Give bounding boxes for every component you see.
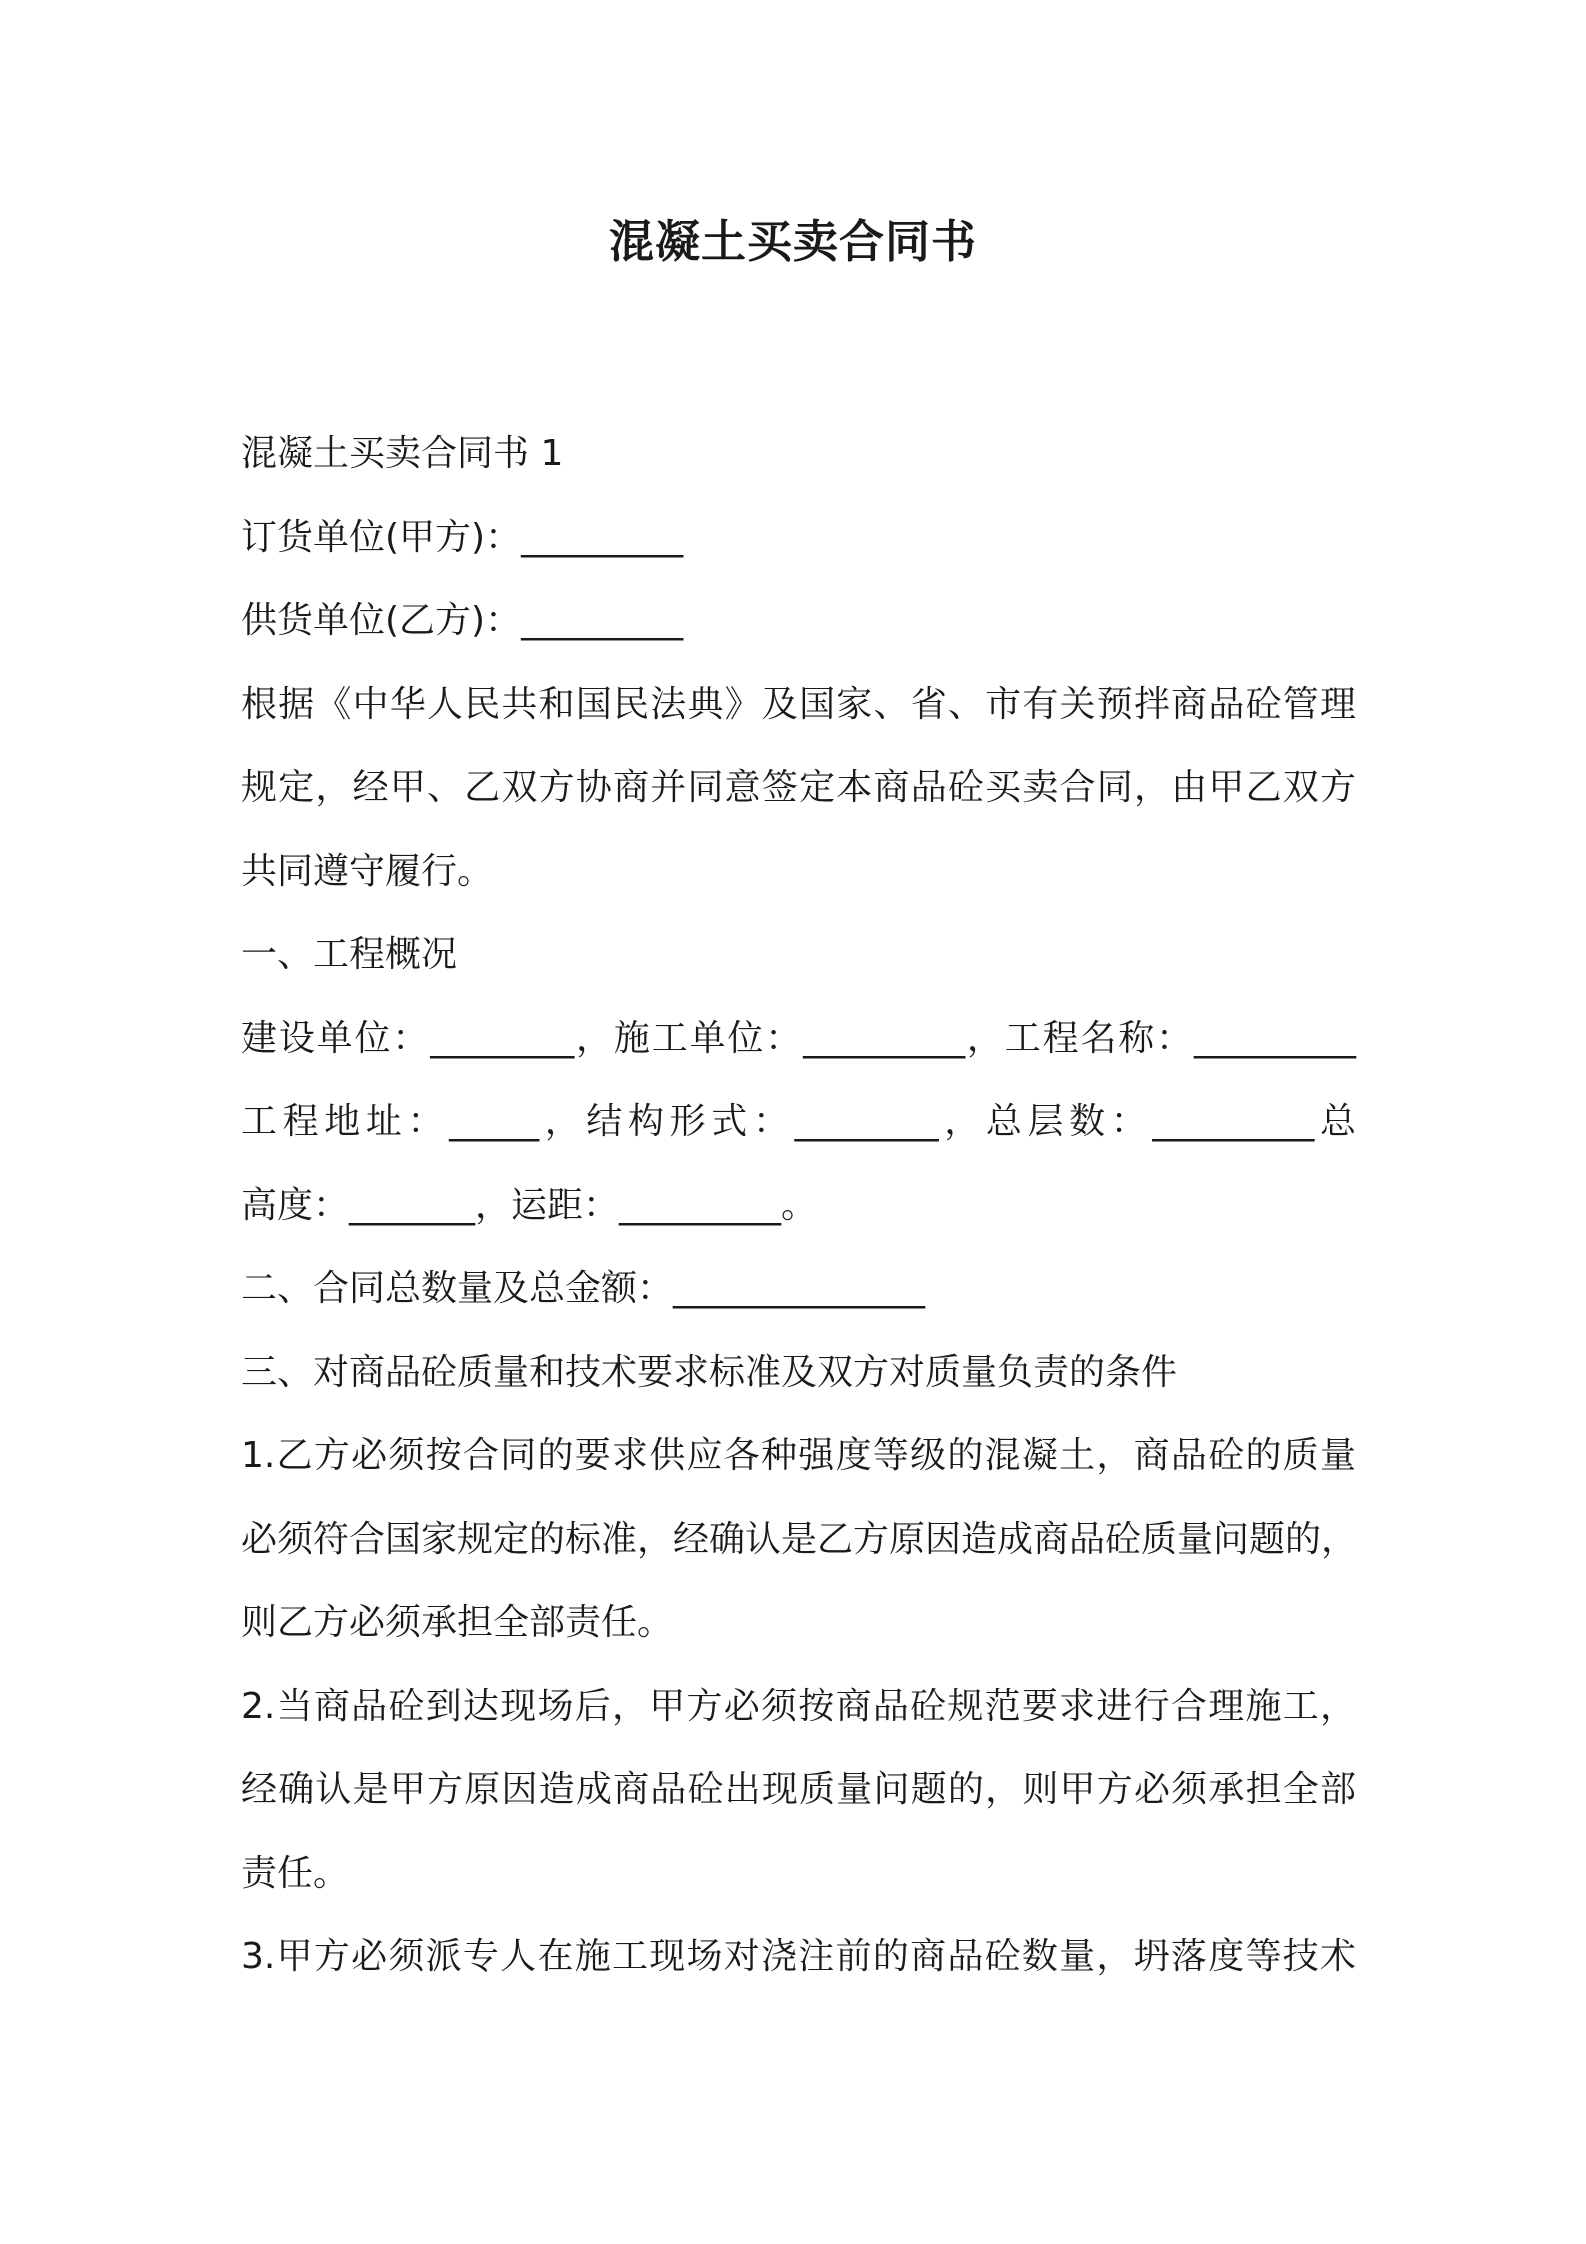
- section-heading: 混凝土买卖合同书 1: [241, 433, 564, 474]
- clause-line: 3.甲方必须派专人在施工现场对浇注前的商品砼数量，坍落度等技术: [241, 1936, 1356, 1977]
- section-heading: 二、合同总数量及总金额：______________: [241, 1268, 926, 1309]
- document-title: 混凝土买卖合同书: [608, 215, 977, 268]
- paragraph-line: 根据《中华人民共和国民法典》及国家、省、市有关预拌商品砼管理: [241, 683, 1356, 725]
- clause-line: 则乙方必须承担全部责任。: [241, 1602, 674, 1643]
- document-body: [241, 412, 1361, 1999]
- supplier-field: 供货单位(乙方)：_________: [241, 600, 684, 641]
- section-heading: 三、对商品砼质量和技术要求标准及双方对质量负责的条件: [241, 1351, 1178, 1393]
- clause-line: 2.当商品砼到达现场后，甲方必须按商品砼规范要求进行合理施工，: [241, 1685, 1356, 1727]
- paragraph-line: 规定，经甲、乙双方协商并同意签定本商品砼买卖合同，由甲乙双方: [241, 767, 1356, 808]
- clause-line: 经确认是甲方原因造成商品砼出现质量问题的，则甲方必须承担全部: [241, 1769, 1356, 1810]
- clause-line: 1.乙方必须按合同的要求供应各种强度等级的混凝土，商品砼的质量: [241, 1435, 1356, 1476]
- project-info-line: 高度：_______，运距：_________。: [241, 1184, 818, 1226]
- section-heading: 一、工程概况: [241, 934, 458, 975]
- project-info-line: 建设单位：________，施工单位：_________，工程名称：_________: [241, 1017, 1356, 1059]
- clause-line: 必须符合国家规定的标准，经确认是乙方原因造成商品砼质量问题的，: [241, 1518, 1358, 1560]
- clause-line: 责任。: [241, 1852, 350, 1894]
- project-info-line: 工程地址：_____，结构形式：________，总层数：_________总: [241, 1101, 1356, 1142]
- paragraph-line: 共同遵守履行。: [241, 850, 494, 892]
- buyer-field: 订货单位(甲方)：_________: [241, 516, 684, 558]
